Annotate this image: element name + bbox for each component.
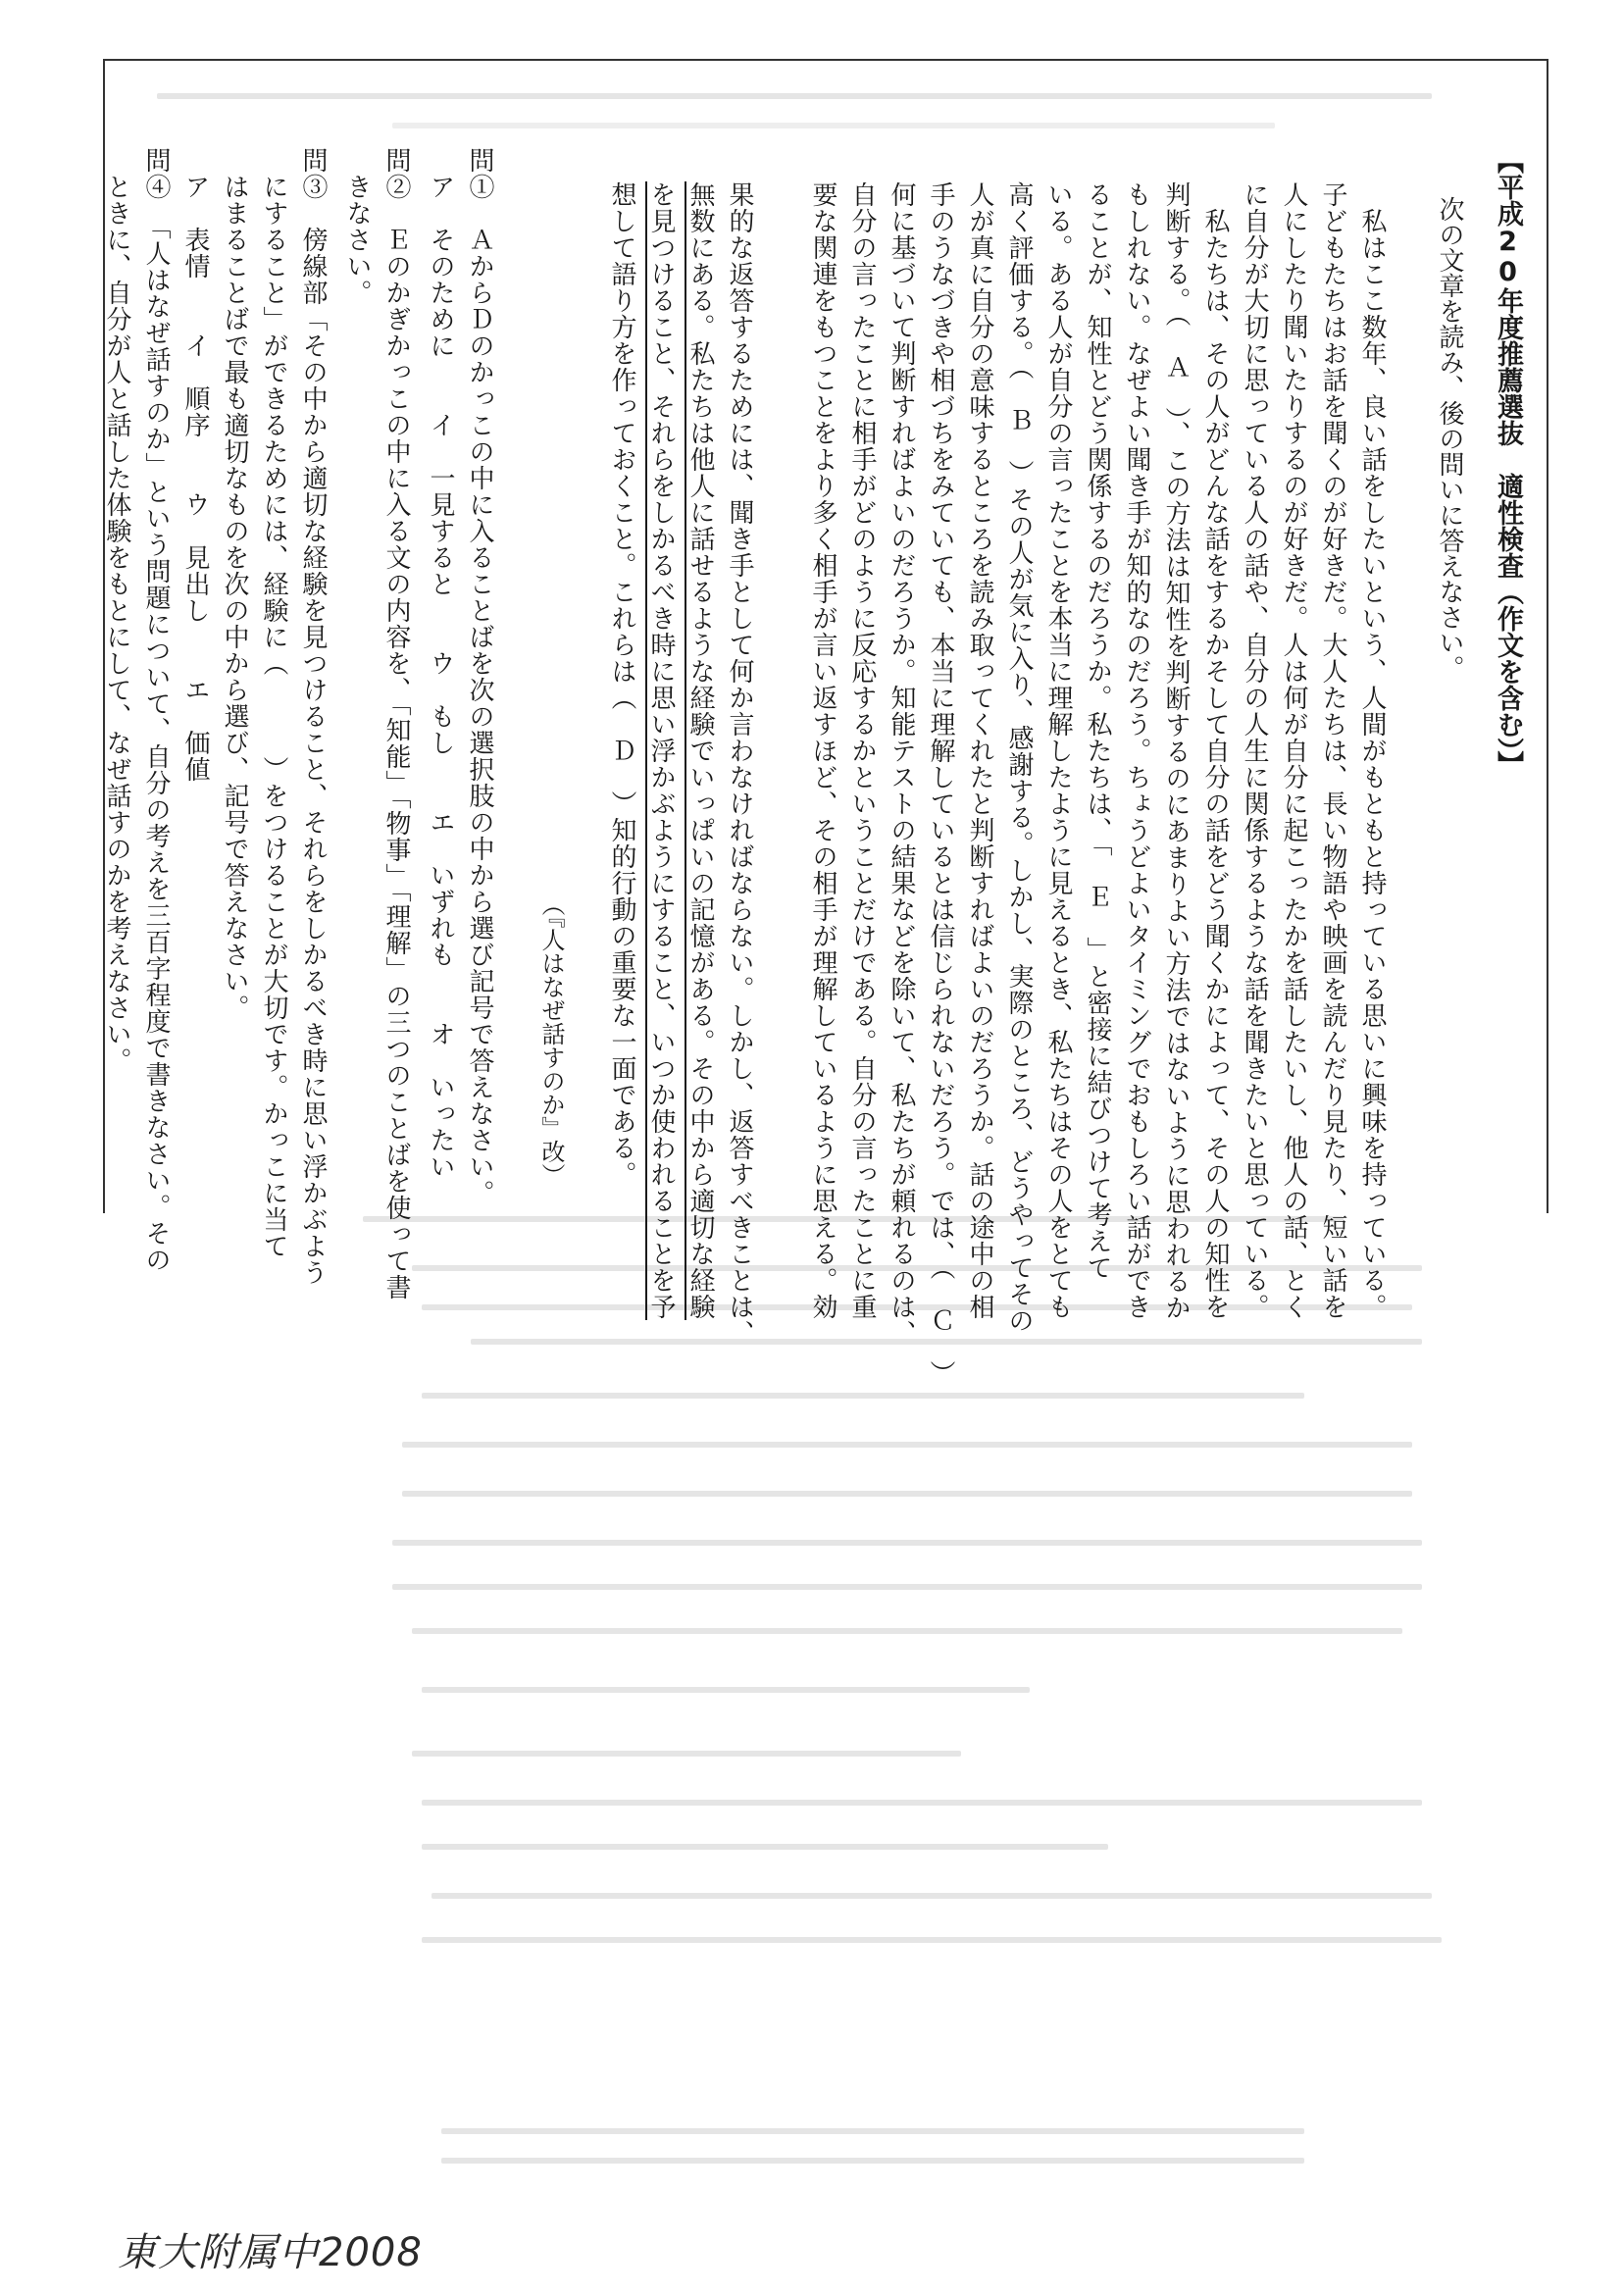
passage-line: いる。ある人が自分の言ったことを本当に理解したように見えるとき、私たちはその人をとても: [1043, 181, 1073, 1320]
passage-line: 手のうなづきや相づちをみていても、本当に理解しているとは信じられないだろう。では、（ Ｃ ）: [926, 181, 955, 1387]
passage-line: 私たちは、その人がどんな話をするかそして自分の話をどう聞くかによって、その人の知性を: [1200, 181, 1230, 1320]
passage-line: 想して語り方を作っておくこと。これらは（ Ｄ ）知的行動の重要な一面である。: [607, 181, 636, 1188]
source-citation: （『人はなぜ話すのか』改）: [537, 892, 565, 1187]
passage-line: 要な関連をもつことをより多く相手が言い返すほど、その相手が理解しているように思える。効: [808, 181, 837, 1320]
question-2: 問② Ｅのかぎかっこの中に入る文の内容を、「知能」「物事」「理解」の三つのことばを使って書: [381, 147, 411, 1300]
passage-line: に自分が大切に思っている人の話や、自分の人生に関係するような話を聞きたいと思っている。: [1240, 181, 1269, 1320]
exam-title: 【平成20年度推薦選抜 適性検査（作文を含む）】: [1493, 147, 1523, 778]
handwritten-note: 東大附属中2008: [118, 2230, 423, 2275]
passage-line-underlined: を見つけること、それらをしかるべき時に思い浮かぶようにすること、いつか使われることを予: [646, 181, 676, 1320]
question-3: 問③ 傍線部「その中から適切な経験を見つけること、それらをしかるべき時に思い浮かぶよう: [298, 147, 328, 1286]
question-4-cont: ときに、自分が人と話した体験をもとにして、なぜ話すのかを考えなさい。: [102, 147, 131, 1074]
question-4: 問④ 「人はなぜ話すのか」という問題について、自分の考えを三百字程度で書きなさい。その: [141, 147, 171, 1273]
passage-line: 人にしたり聞いたりするのが好きだ。人は何が自分に起こったかを話したいし、他人の話、とく: [1279, 181, 1308, 1320]
passage-line: もしれない。なぜよい聞き手が知的なのだろう。ちょうどよいタイミングでおもしろい話ができ: [1122, 181, 1151, 1320]
passage-line: ることが、知性とどう関係するのだろうか。私たちは、「 Ｅ 」と密接に結びつけて考えて: [1083, 181, 1112, 1281]
passage-line: 果的な返答するためには、聞き手として何か言わなければならない。しかし、返答すべきことは、: [725, 181, 754, 1347]
passage-line-underlined: 無数にある。私たちは他人に話せるような経験でいっぱいの記憶がある。その中から適切な経験: [685, 181, 715, 1320]
passage-line: 子どもたちはお話を聞くのが好きだ。大人たちは、長い物語や映画を読んだり見たり、短い話を: [1318, 181, 1347, 1320]
question-1: 問① ＡからＤのかっこの中に入ることばを次の選択肢の中から選び記号で答えなさい。: [465, 147, 494, 1206]
passage-line: 私はここ数年、良い話をしたいという、人間がもともと持っている思いに興味を持っている。: [1357, 181, 1387, 1320]
question-3-cont: にすること」ができるためには、経験に（ ）をつけることが大切です。かっこに当て: [259, 147, 288, 1259]
instruction: 次の文章を読み、後の問いに答えなさい。: [1435, 196, 1464, 681]
passage-line: 高く評価する。（ Ｂ ）その人が気に入り、感謝する。しかし、実際のところ、どうやってその: [1004, 181, 1034, 1334]
question-2-cont: きなさい。: [342, 147, 372, 306]
question-3-cont: はまることばで最も適切なものを次の中から選び、記号で答えなさい。: [220, 147, 249, 1021]
passage-line: 判断する。（ Ａ ）、この方法は知性を判断するのにあまりよい方法ではないように思われるか: [1161, 181, 1191, 1321]
passage-line: 何に基づいて判断すればよいのだろうか。知能テストの結果などを除いて、私たちが頼れるのは、: [887, 181, 916, 1347]
passage-line: 人が真に自分の意味するところを読み取ってくれたと判断すればよいのだろうか。話の途中の相: [965, 181, 994, 1320]
question-3-options: ア 表情 イ 順序 ウ 見出し エ 価値: [180, 147, 210, 783]
passage-line: 自分の言ったことに相手がどのように反応するかということだけである。自分の言ったことに重: [847, 181, 877, 1320]
question-1-options: ア そのために イ 一見すると ウ もし エ いずれも オ いったい: [426, 147, 455, 1180]
